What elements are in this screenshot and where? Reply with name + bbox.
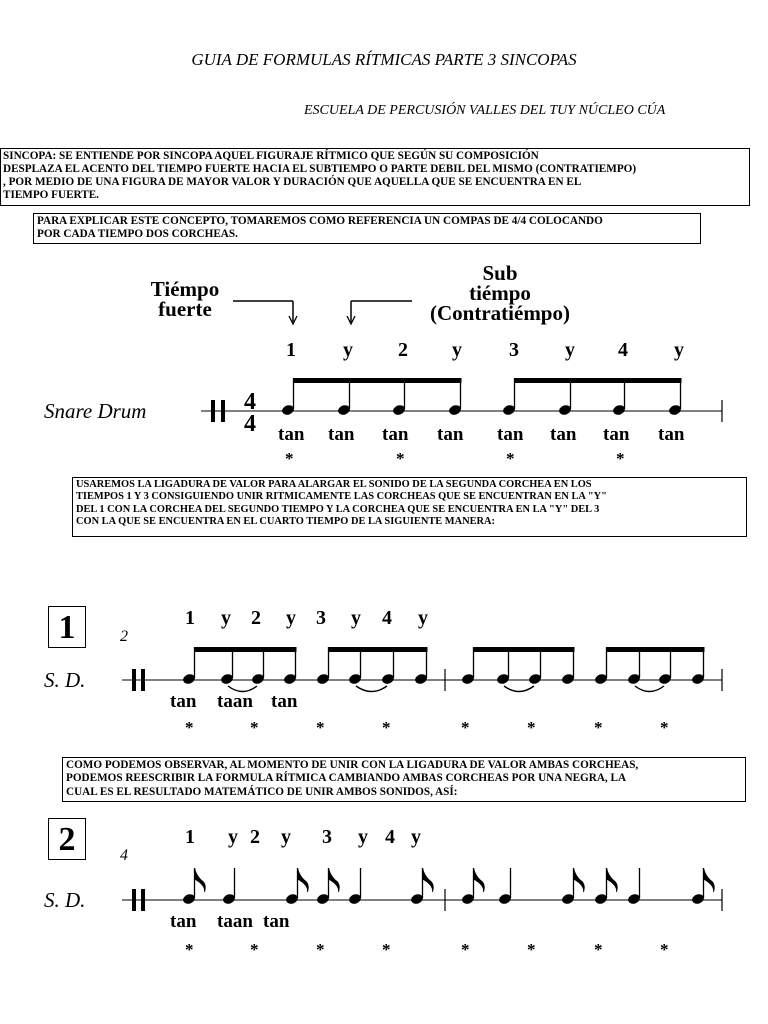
explain-line: POR CADA TIEMPO DOS CORCHEAS. bbox=[37, 228, 238, 240]
definition-line: , POR MEDIO DE UNA FIGURA DE MAYOR VALOR Y DURACIÓN QUE AQUELLA QUE SE ENCUENTRA EN EL bbox=[3, 176, 582, 188]
accent-mark: * bbox=[506, 449, 515, 468]
accent-mark: * bbox=[396, 449, 405, 468]
count-label: 2 bbox=[251, 607, 261, 629]
count-label: 2 bbox=[398, 339, 408, 361]
accent-mark: * bbox=[527, 718, 536, 737]
tie bbox=[635, 686, 664, 692]
measure-number: 2 bbox=[120, 628, 128, 645]
count-label: 1 bbox=[286, 339, 296, 361]
count-label: 3 bbox=[322, 826, 332, 848]
beam bbox=[293, 378, 462, 383]
tie-line: TIEMPOS 1 Y 3 CONSIGUIENDO UNIR RITMICAMENTE LAS CORCHEAS QUE SE ENCUENTRAN EN LA "Y" bbox=[76, 491, 607, 503]
accent-mark: * bbox=[660, 940, 669, 959]
accent-mark: * bbox=[250, 940, 259, 959]
count-label: y bbox=[351, 607, 361, 629]
count-label: 2 bbox=[250, 826, 260, 848]
count-label: y bbox=[411, 826, 421, 848]
count-label: y bbox=[221, 607, 231, 629]
measure-number: 4 bbox=[120, 847, 128, 864]
syllable: tan bbox=[658, 424, 685, 445]
syllable: tan bbox=[170, 691, 197, 712]
accent-mark: * bbox=[185, 940, 194, 959]
tie bbox=[504, 686, 534, 692]
instrument-label: S. D. bbox=[44, 668, 86, 692]
count-label: y bbox=[452, 339, 462, 361]
tie-line: USAREMOS LA LIGADURA DE VALOR PARA ALARGAR EL SONIDO DE LA SEGUNDA CORCHEA EN LOS bbox=[76, 479, 592, 490]
accent-mark: * bbox=[660, 718, 669, 737]
observe-line: CUAL ES EL RESULTADO MATEMÁTICO DE UNIR AMBOS SONIDOS, ASÍ: bbox=[66, 785, 458, 798]
count-label: 3 bbox=[316, 607, 326, 629]
time-signature-top: 4 bbox=[244, 389, 256, 415]
observe-line: COMO PODEMOS OBSERVAR, AL MOMENTO DE UNIR CON LA LIGADURA DE VALOR AMBAS CORCHEAS, bbox=[66, 759, 639, 771]
accent-mark: * bbox=[250, 718, 259, 737]
beam bbox=[606, 647, 705, 652]
instrument-label: Snare Drum bbox=[44, 399, 147, 423]
syllable: tan bbox=[603, 424, 630, 445]
example-number-box: 2 bbox=[48, 818, 86, 860]
staff-example-2 bbox=[122, 868, 722, 911]
syllable: tan bbox=[263, 911, 290, 932]
tie-line: DEL 1 CON LA CORCHEA DEL SEGUNDO TIEMPO Y LA CORCHEA QUE SE ENCUENTRA EN LA "Y" DEL 3 bbox=[76, 503, 600, 515]
staff-example-1 bbox=[122, 647, 722, 692]
example-number-box: 1 bbox=[48, 606, 86, 648]
beam bbox=[328, 647, 428, 652]
observe-line: PODEMOS REESCRIBIR LA FORMULA RÍTMICA CAMBIANDO AMBAS CORCHEAS POR UNA NEGRA, LA bbox=[66, 772, 627, 785]
count-label: 4 bbox=[618, 339, 628, 361]
count-label: 1 bbox=[185, 826, 195, 848]
strong-beat-label-line: fuerte bbox=[158, 297, 212, 321]
note-flag bbox=[298, 868, 309, 892]
tie-line: CON LA QUE SE ENCUENTRA EN EL CUARTO TIEMPO DE LA SIGUIENTE MANERA: bbox=[76, 516, 495, 528]
note-flag bbox=[195, 868, 206, 892]
syllable: tan bbox=[328, 424, 355, 445]
note-flag bbox=[704, 868, 715, 892]
note-flag bbox=[607, 868, 618, 892]
page-title: GUIA DE FORMULAS RÍTMICAS PARTE 3 SINCOPAS bbox=[191, 50, 577, 69]
note-flag bbox=[574, 868, 585, 892]
strong-beat-arrow bbox=[233, 301, 297, 324]
beam bbox=[194, 647, 297, 652]
accent-mark: * bbox=[461, 718, 470, 737]
tie bbox=[228, 686, 257, 692]
percussion-clef-icon bbox=[132, 669, 136, 691]
accent-mark: * bbox=[594, 718, 603, 737]
syllable: tan bbox=[497, 424, 524, 445]
count-label: 4 bbox=[385, 826, 395, 848]
school-name: ESCUELA DE PERCUSIÓN VALLES DEL TUY NÚCLEO CÚA bbox=[304, 103, 666, 118]
sub-beat-label-line: tiémpo bbox=[469, 281, 531, 305]
count-label: 3 bbox=[509, 339, 519, 361]
explain-line: PARA EXPLICAR ESTE CONCEPTO, TOMAREMOS COMO REFERENCIA UN COMPAS DE 4/4 COLOCANDO bbox=[37, 215, 603, 227]
count-label: y bbox=[674, 339, 684, 361]
accent-mark: * bbox=[382, 940, 391, 959]
count-label: y bbox=[565, 339, 575, 361]
syllable: tan bbox=[271, 691, 298, 712]
count-label: y bbox=[228, 826, 238, 848]
accent-mark: * bbox=[527, 940, 536, 959]
definition-line: SINCOPA: SE ENTIENDE POR SINCOPA AQUEL FIGURAJE RÍTMICO QUE SEGÚN SU COMPOSICIÓN bbox=[3, 150, 539, 162]
count-label: y bbox=[286, 607, 296, 629]
accent-mark: * bbox=[382, 718, 391, 737]
syllable: tan bbox=[550, 424, 577, 445]
accent-mark: * bbox=[594, 940, 603, 959]
percussion-clef-icon bbox=[211, 400, 215, 422]
count-label: y bbox=[418, 607, 428, 629]
note-flag bbox=[329, 868, 340, 892]
definition-line: TIEMPO FUERTE. bbox=[3, 189, 99, 201]
tie bbox=[356, 686, 387, 692]
syllable: taan bbox=[217, 691, 253, 712]
accent-mark: * bbox=[461, 940, 470, 959]
strong-beat-label-line: Tiémpo bbox=[150, 277, 220, 301]
accent-mark: * bbox=[316, 940, 325, 959]
syllable: taan bbox=[217, 911, 253, 932]
time-signature-bottom: 4 bbox=[244, 411, 256, 437]
syllable: tan bbox=[382, 424, 409, 445]
definition-line: DESPLAZA EL ACENTO DEL TIEMPO FUERTE HACIA EL SUBTIEMPO O PARTE DEBIL DEL MISMO (CONTRATIEMPO) bbox=[3, 163, 637, 175]
accent-mark: * bbox=[316, 718, 325, 737]
note-flag bbox=[423, 868, 434, 892]
instrument-label: S. D. bbox=[44, 888, 86, 912]
count-label: y bbox=[281, 826, 291, 848]
count-label: 4 bbox=[382, 607, 392, 629]
sub-beat-arrow bbox=[347, 301, 412, 324]
staff-main bbox=[201, 378, 722, 437]
eighth-notes-group bbox=[182, 647, 705, 692]
sub-beat-label-line: Sub bbox=[482, 261, 518, 285]
accent-mark: * bbox=[616, 449, 625, 468]
accent-mark: * bbox=[285, 449, 294, 468]
syllable: tan bbox=[278, 424, 305, 445]
count-label: y bbox=[358, 826, 368, 848]
syllable: tan bbox=[170, 911, 197, 932]
beam bbox=[514, 378, 682, 383]
syllable: tan bbox=[437, 424, 464, 445]
accent-mark: * bbox=[185, 718, 194, 737]
beam bbox=[473, 647, 575, 652]
note-flag bbox=[474, 868, 485, 892]
count-label: y bbox=[343, 339, 353, 361]
count-label: 1 bbox=[185, 607, 195, 629]
percussion-clef-icon bbox=[132, 889, 136, 911]
sub-beat-label-line: (Contratiémpo) bbox=[430, 301, 570, 325]
